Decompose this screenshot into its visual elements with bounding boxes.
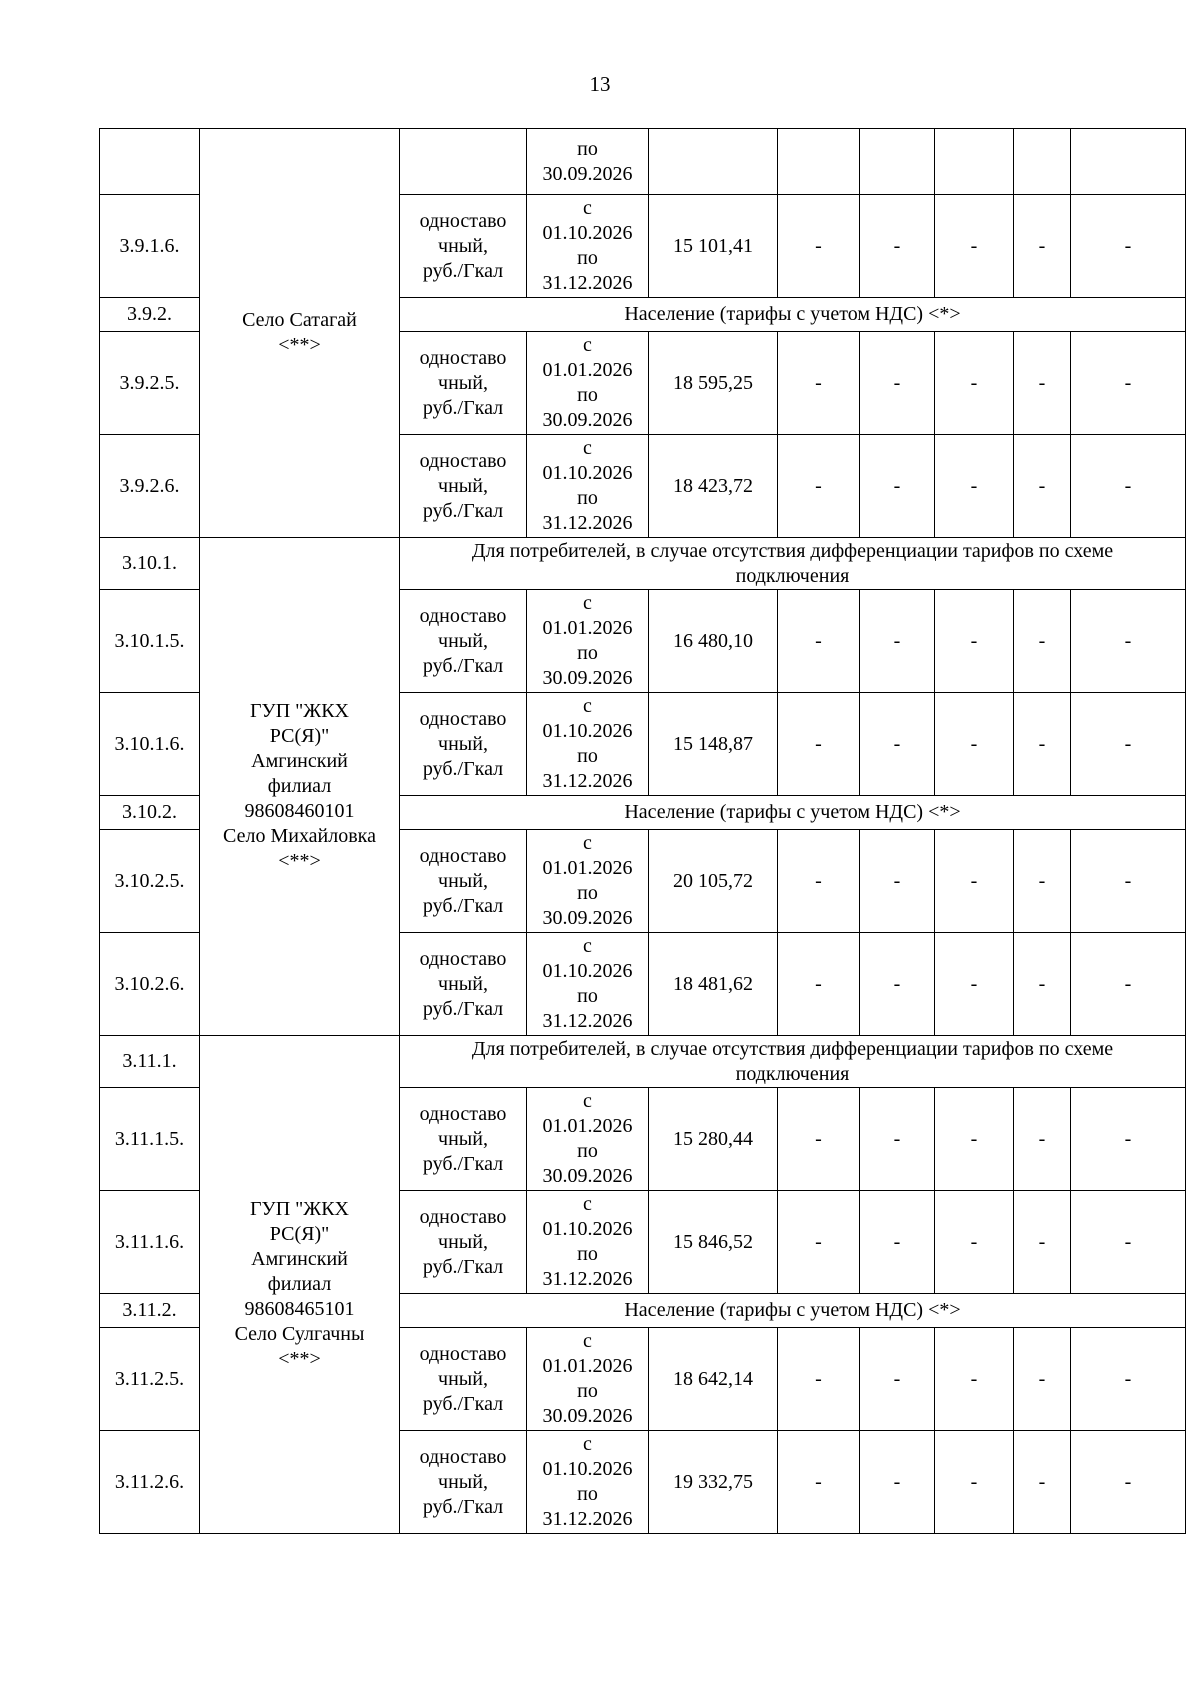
tariff-type-cell: одноставо чный, руб./Гкал	[400, 1191, 527, 1294]
tariff-value-cell: 16 480,10	[649, 590, 778, 693]
dash-cell: -	[1014, 693, 1071, 796]
tariff-value-cell: 18 423,72	[649, 435, 778, 538]
table-row	[100, 538, 1186, 590]
dash-cell: -	[1071, 1431, 1186, 1534]
row-number-cell: 3.11.2.	[100, 1294, 200, 1328]
row-number-cell: 3.10.2.	[100, 796, 200, 830]
dash-cell: -	[778, 693, 860, 796]
dash-cell: -	[1071, 195, 1186, 298]
dash-cell: -	[860, 1431, 935, 1534]
dash-cell: -	[1071, 590, 1186, 693]
section-heading-cell: Для потребителей, в случае отсутствия дифференциации тарифов по схеме подключения	[400, 1036, 1186, 1088]
dash-cell	[860, 129, 935, 195]
tariff-value-cell: 19 332,75	[649, 1431, 778, 1534]
section-heading-cell: Население (тарифы с учетом НДС) <*>	[400, 796, 1186, 830]
dash-cell: -	[1071, 933, 1186, 1036]
row-number-cell: 3.9.2.6.	[100, 435, 200, 538]
dash-cell: -	[860, 590, 935, 693]
dash-cell: -	[1071, 435, 1186, 538]
dash-cell: -	[778, 830, 860, 933]
dash-cell: -	[778, 590, 860, 693]
dash-cell: -	[935, 693, 1014, 796]
tariff-type-cell: одноставо чный, руб./Гкал	[400, 435, 527, 538]
dash-cell: -	[778, 195, 860, 298]
dash-cell	[1014, 129, 1071, 195]
row-number-cell: 3.10.1.6.	[100, 693, 200, 796]
row-number-cell: 3.11.2.6.	[100, 1431, 200, 1534]
dash-cell: -	[860, 332, 935, 435]
period-cell: с 01.01.2026 по 30.09.2026	[527, 332, 649, 435]
period-cell: с 01.10.2026 по 31.12.2026	[527, 693, 649, 796]
dash-cell: -	[1014, 1088, 1071, 1191]
dash-cell: -	[778, 332, 860, 435]
dash-cell: -	[1014, 1191, 1071, 1294]
period-cell: с 01.10.2026 по 31.12.2026	[527, 195, 649, 298]
dash-cell: -	[1071, 1191, 1186, 1294]
row-number-cell: 3.11.1.6.	[100, 1191, 200, 1294]
period-cell: с 01.10.2026 по 31.12.2026	[527, 1431, 649, 1534]
dash-cell	[778, 129, 860, 195]
dash-cell	[1071, 129, 1186, 195]
table-row	[100, 129, 1186, 195]
tariff-type-cell: одноставо чный, руб./Гкал	[400, 1088, 527, 1191]
dash-cell: -	[860, 693, 935, 796]
tariff-type-cell: одноставо чный, руб./Гкал	[400, 933, 527, 1036]
section-heading-cell: Население (тарифы с учетом НДС) <*>	[400, 1294, 1186, 1328]
dash-cell: -	[935, 1328, 1014, 1431]
tariff-value-cell: 15 148,87	[649, 693, 778, 796]
tariff-type-cell: одноставо чный, руб./Гкал	[400, 1328, 527, 1431]
dash-cell: -	[1014, 830, 1071, 933]
dash-cell: -	[1014, 435, 1071, 538]
dash-cell: -	[778, 1328, 860, 1431]
tariff-value-cell: 15 280,44	[649, 1088, 778, 1191]
tariff-type-cell: одноставо чный, руб./Гкал	[400, 332, 527, 435]
row-number-cell: 3.9.2.	[100, 298, 200, 332]
tariff-table	[99, 128, 1186, 1534]
row-number-cell: 3.10.2.6.	[100, 933, 200, 1036]
tariff-type-cell: одноставо чный, руб./Гкал	[400, 1431, 527, 1534]
tariff-value-cell: 18 481,62	[649, 933, 778, 1036]
row-number-cell: 3.9.2.5.	[100, 332, 200, 435]
dash-cell: -	[1014, 590, 1071, 693]
period-cell: с 01.10.2026 по 31.12.2026	[527, 1191, 649, 1294]
tariff-type-cell: одноставо чный, руб./Гкал	[400, 693, 527, 796]
dash-cell: -	[935, 435, 1014, 538]
row-number-cell: 3.10.1.5.	[100, 590, 200, 693]
organization-cell: ГУП "ЖКХ РС(Я)" Амгинский филиал 98608460101 Село Михайловка <**>	[200, 538, 400, 1036]
dash-cell: -	[860, 830, 935, 933]
dash-cell: -	[935, 1431, 1014, 1534]
tariff-type-cell	[400, 129, 527, 195]
table-row	[100, 1036, 1186, 1088]
tariff-value-cell: 18 642,14	[649, 1328, 778, 1431]
dash-cell	[935, 129, 1014, 195]
dash-cell: -	[1014, 1431, 1071, 1534]
row-number-cell: 3.11.2.5.	[100, 1328, 200, 1431]
dash-cell: -	[860, 1088, 935, 1191]
dash-cell: -	[935, 332, 1014, 435]
dash-cell: -	[860, 1328, 935, 1431]
dash-cell: -	[778, 1191, 860, 1294]
organization-cell: Село Сатагай <**>	[200, 129, 400, 538]
period-cell: с 01.01.2026 по 30.09.2026	[527, 830, 649, 933]
tariff-value-cell	[649, 129, 778, 195]
row-number-cell: 3.10.2.5.	[100, 830, 200, 933]
section-heading-cell: Для потребителей, в случае отсутствия дифференциации тарифов по схеме подключения	[400, 538, 1186, 590]
row-number-cell: 3.11.1.5.	[100, 1088, 200, 1191]
period-cell: с 01.01.2026 по 30.09.2026	[527, 590, 649, 693]
dash-cell: -	[935, 1191, 1014, 1294]
dash-cell: -	[1071, 332, 1186, 435]
dash-cell: -	[1071, 1088, 1186, 1191]
dash-cell: -	[935, 195, 1014, 298]
page-number: 13	[589, 72, 611, 96]
dash-cell: -	[1014, 332, 1071, 435]
row-number-cell	[100, 129, 200, 195]
dash-cell: -	[860, 933, 935, 1036]
period-cell: с 01.01.2026 по 30.09.2026	[527, 1088, 649, 1191]
dash-cell: -	[1071, 693, 1186, 796]
organization-cell: ГУП "ЖКХ РС(Я)" Амгинский филиал 98608465101 Село Сулгачны <**>	[200, 1036, 400, 1534]
dash-cell: -	[935, 933, 1014, 1036]
row-number-cell: 3.10.1.	[100, 538, 200, 590]
period-cell: с 01.10.2026 по 31.12.2026	[527, 933, 649, 1036]
tariff-type-cell: одноставо чный, руб./Гкал	[400, 590, 527, 693]
tariff-value-cell: 15 101,41	[649, 195, 778, 298]
dash-cell: -	[778, 933, 860, 1036]
section-heading-cell: Население (тарифы с учетом НДС) <*>	[400, 298, 1186, 332]
tariff-value-cell: 20 105,72	[649, 830, 778, 933]
period-cell: по 30.09.2026	[527, 129, 649, 195]
dash-cell: -	[778, 1431, 860, 1534]
row-number-cell: 3.11.1.	[100, 1036, 200, 1088]
dash-cell: -	[860, 195, 935, 298]
tariff-value-cell: 18 595,25	[649, 332, 778, 435]
tariff-value-cell: 15 846,52	[649, 1191, 778, 1294]
dash-cell: -	[935, 1088, 1014, 1191]
dash-cell: -	[778, 435, 860, 538]
period-cell: с 01.10.2026 по 31.12.2026	[527, 435, 649, 538]
tariff-type-cell: одноставо чный, руб./Гкал	[400, 195, 527, 298]
period-cell: с 01.01.2026 по 30.09.2026	[527, 1328, 649, 1431]
dash-cell: -	[860, 1191, 935, 1294]
dash-cell: -	[1071, 830, 1186, 933]
dash-cell: -	[935, 830, 1014, 933]
dash-cell: -	[860, 435, 935, 538]
dash-cell: -	[1071, 1328, 1186, 1431]
dash-cell: -	[1014, 1328, 1071, 1431]
dash-cell: -	[1014, 195, 1071, 298]
dash-cell: -	[778, 1088, 860, 1191]
tariff-type-cell: одноставо чный, руб./Гкал	[400, 830, 527, 933]
row-number-cell: 3.9.1.6.	[100, 195, 200, 298]
dash-cell: -	[935, 590, 1014, 693]
dash-cell: -	[1014, 933, 1071, 1036]
